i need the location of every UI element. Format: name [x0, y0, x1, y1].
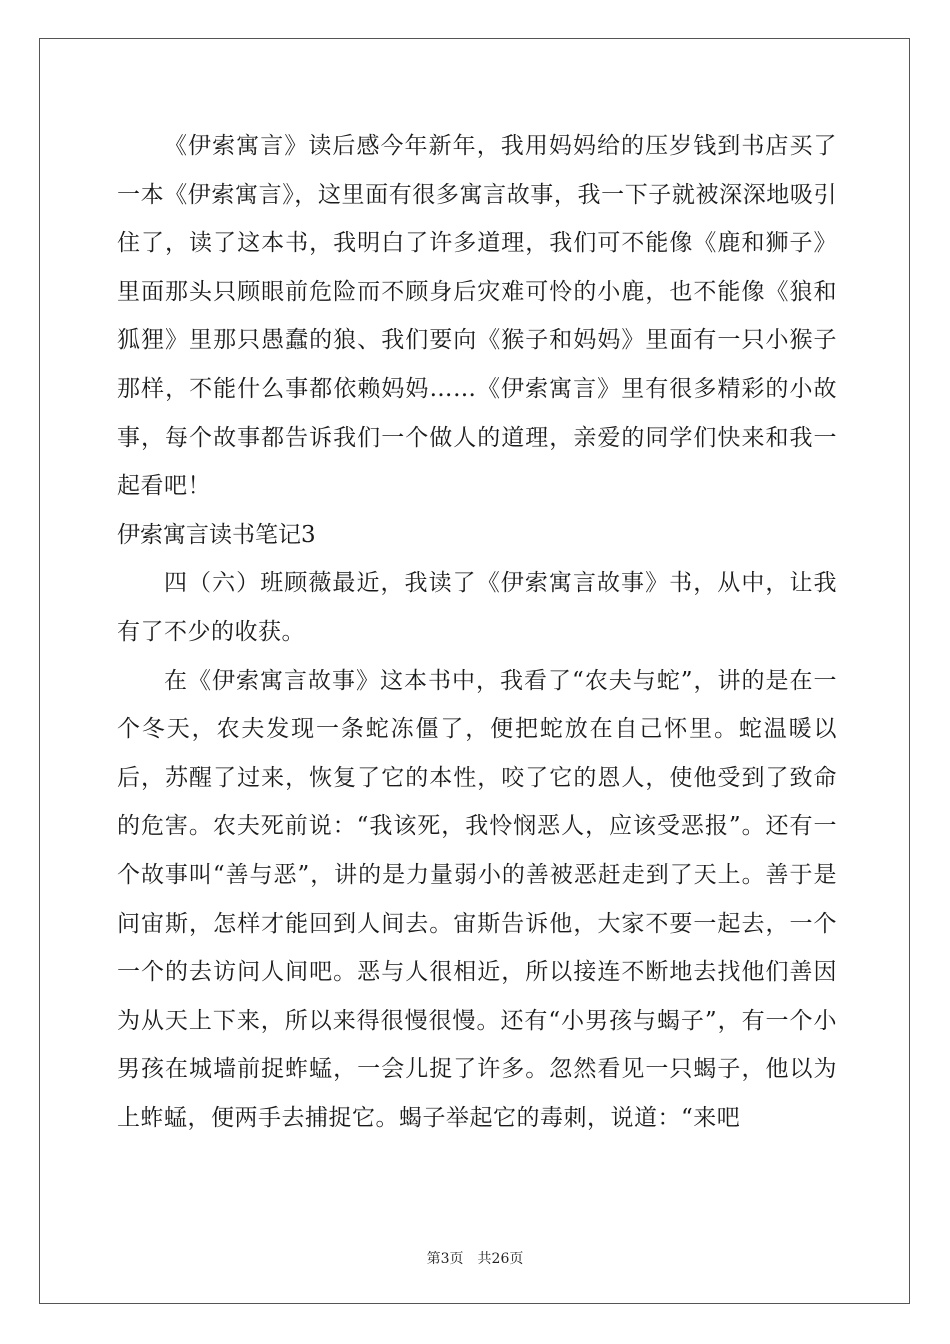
page-footer: [0, 1248, 950, 1268]
document-body: [117, 122, 837, 1142]
section-paragraph-1: 四（六）班顾薇最近，我读了《伊索寓言故事》书，从中，让我有了不少的收获。: [117, 570, 837, 645]
section-paragraph-2: 在《伊索寓言故事》这本书中，我看了“农夫与蛇”，讲的是在一个冬天，农夫发现一条蛇冻僵了，便把蛇放在自己怀里。蛇温暖以后，苏醒了过来，恢复了它的本性，咬了它的恩人，使他受到了致命的危害。农夫死前说：“我该死，我怜悯恶人，应该受恶报”。还有一个故事叫“善与恶”，讲的是力量弱小的善被恶赶走到了天上。善于是问宙斯，怎样才能回到人间去。宙斯告诉他，大家不要一起去，一个一个的去访问人间吧。恶与人很相近，所以接连不断地去找他们善因为从天上下来，所以来得很慢很慢。还有“小男孩与蝎子”，有一个小男孩在城墙前捉蚱蜢，一会儿捉了许多。忽然看见一只蝎子，他以为上蚱蜢，便两手去捕捉它。蝎子举起它的毒刺，说道：“来吧: [117, 667, 837, 1131]
page-total: 共26页: [477, 1251, 524, 1267]
intro-paragraph: 《伊索寓言》读后感今年新年，我用妈妈给的压岁钱到书店买了一本《伊索寓言》，这里面有很多寓言故事，我一下子就被深深地吸引住了，读了这本书，我明白了许多道理，我们可不能像《鹿和狮子》里面那头只顾眼前危险而不顾身后灾难可怜的小鹿，也不能像《狼和狐狸》里那只愚蠢的狼、我们要向《猴子和妈妈》里面有一只小猴子那样，不能什么事都依赖妈妈……《伊索寓言》里有很多精彩的小故事，每个故事都告诉我们一个做人的道理，亲爱的同学们快来和我一起看吧！: [117, 133, 837, 500]
page-number: 第3页: [426, 1251, 464, 1267]
section-title: 伊索寓言读书笔记3: [117, 521, 316, 548]
